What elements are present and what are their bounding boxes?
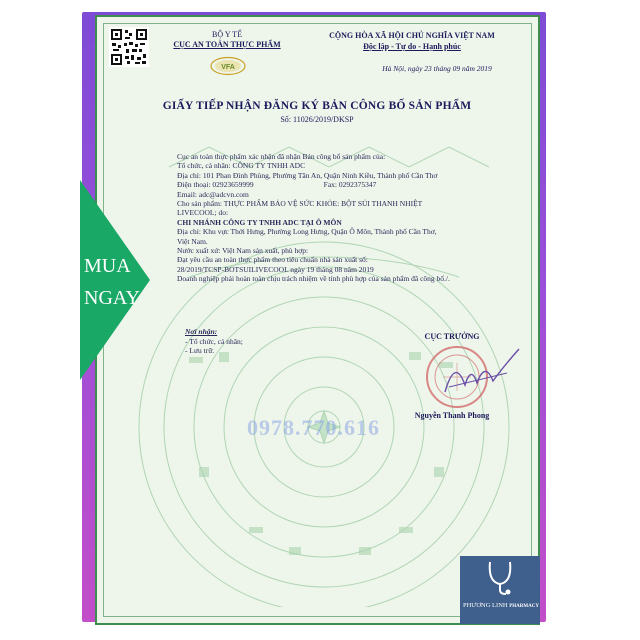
pharmacy-label xyxy=(463,602,541,611)
ministry-name: BỘ Y TẾ xyxy=(212,30,242,39)
pharmacy-name: PHƯƠNG LINH xyxy=(463,602,508,609)
badge-line-1: MUA xyxy=(84,255,131,277)
pharmacy-tag: PHARMACY xyxy=(509,604,539,609)
standard-line-2: 28/2019/TCSP-BOTSUILIVECOOL ngày 19 tháng 08 năm 2019 xyxy=(177,264,374,274)
phone-watermark: 0978.770.616 xyxy=(247,415,380,440)
vfa-logo xyxy=(209,56,247,76)
intro-line: Cục an toàn thực phẩm xác nhận đã nhận Bản công bố sản phẩm của: xyxy=(177,152,386,161)
national-header xyxy=(302,30,522,52)
fax-text: Fax: 0292375347 xyxy=(323,180,377,190)
buy-now-badge[interactable] xyxy=(84,250,154,314)
organization-line: Tổ chức, cá nhân: CÔNG TY TNHH ADC xyxy=(177,161,306,171)
standard-line-1: Đạt yêu cầu an toàn thực phẩm theo tiêu chuẩn nhà sản xuất số: xyxy=(177,255,368,265)
country-name: CỘNG HÒA XÃ HỘI CHỦ NGHĨA VIỆT NAM xyxy=(329,31,495,40)
email-line: Email: adc@adcvn.com xyxy=(177,189,249,199)
badge-line-2: NGAY xyxy=(84,287,140,309)
svg-text:VFA: VFA xyxy=(221,64,235,71)
signer-title: CỤC TRƯỞNG xyxy=(424,332,480,341)
signer-name: Nguyễn Thanh Phong xyxy=(414,411,490,420)
document-title: GIẤY TIẾP NHẬN ĐĂNG KÝ BẢN CÔNG BỐ SẢN PHẨM xyxy=(162,100,472,112)
responsibility-line: Doanh nghiệp phải hoàn toàn chịu trách nhiệm về tính phù hợp của sản phẩm đã công bố./. xyxy=(177,274,450,284)
address-line: Địa chỉ: 101 Phan Đình Phùng, Phường Tân An, Quận Ninh Kiều, Thành phố Cần Thơ xyxy=(177,170,438,180)
phone-text: Điện thoại: 02923659999 xyxy=(177,180,254,190)
product-line-1: Cho sản phẩm: THỰC PHẨM BẢO VỆ SỨC KHỎE: BỘT SỦI THANH NHIỆT xyxy=(177,199,423,209)
certificate-document xyxy=(95,15,540,625)
contact-line xyxy=(177,180,532,189)
recipients-label: Nơi nhận: xyxy=(185,327,218,336)
document-number: Số: 11026/2019/DKSP xyxy=(280,115,354,124)
agency-name: CỤC AN TOÀN THỰC PHẨM xyxy=(173,40,281,49)
recipient-item: - Lưu trữ. xyxy=(185,346,215,355)
qr-code xyxy=(109,27,149,67)
product-line-2: LIVECOOL; do: xyxy=(177,208,229,218)
issue-date: Hà Nội, ngày 23 tháng 09 năm 2019 xyxy=(382,64,492,73)
recipient-item: - Tổ chức, cá nhân; xyxy=(185,336,243,346)
pharmacy-logo xyxy=(460,556,540,624)
branch-address-line-1: Địa chỉ: Khu vực Thới Hưng, Phường Long Hưng, Quận Ô Môn, Thành phố Cần Thơ, xyxy=(177,227,437,237)
recipients-block xyxy=(185,327,243,356)
national-motto: Độc lập - Tự do - Hạnh phúc xyxy=(363,42,461,51)
branch-address-line-2: Việt Nam. xyxy=(177,236,208,246)
official-seal-stamp xyxy=(415,337,525,417)
document-body xyxy=(177,152,532,284)
origin-line: Nước xuất xứ: Việt Nam sản xuất, phù hợp: xyxy=(177,246,309,256)
branch-line: CHI NHÁNH CÔNG TY TNHH ADC TẠI Ô MÔN xyxy=(177,217,342,227)
issuer-header xyxy=(167,30,287,50)
stethoscope-icon xyxy=(460,556,540,596)
